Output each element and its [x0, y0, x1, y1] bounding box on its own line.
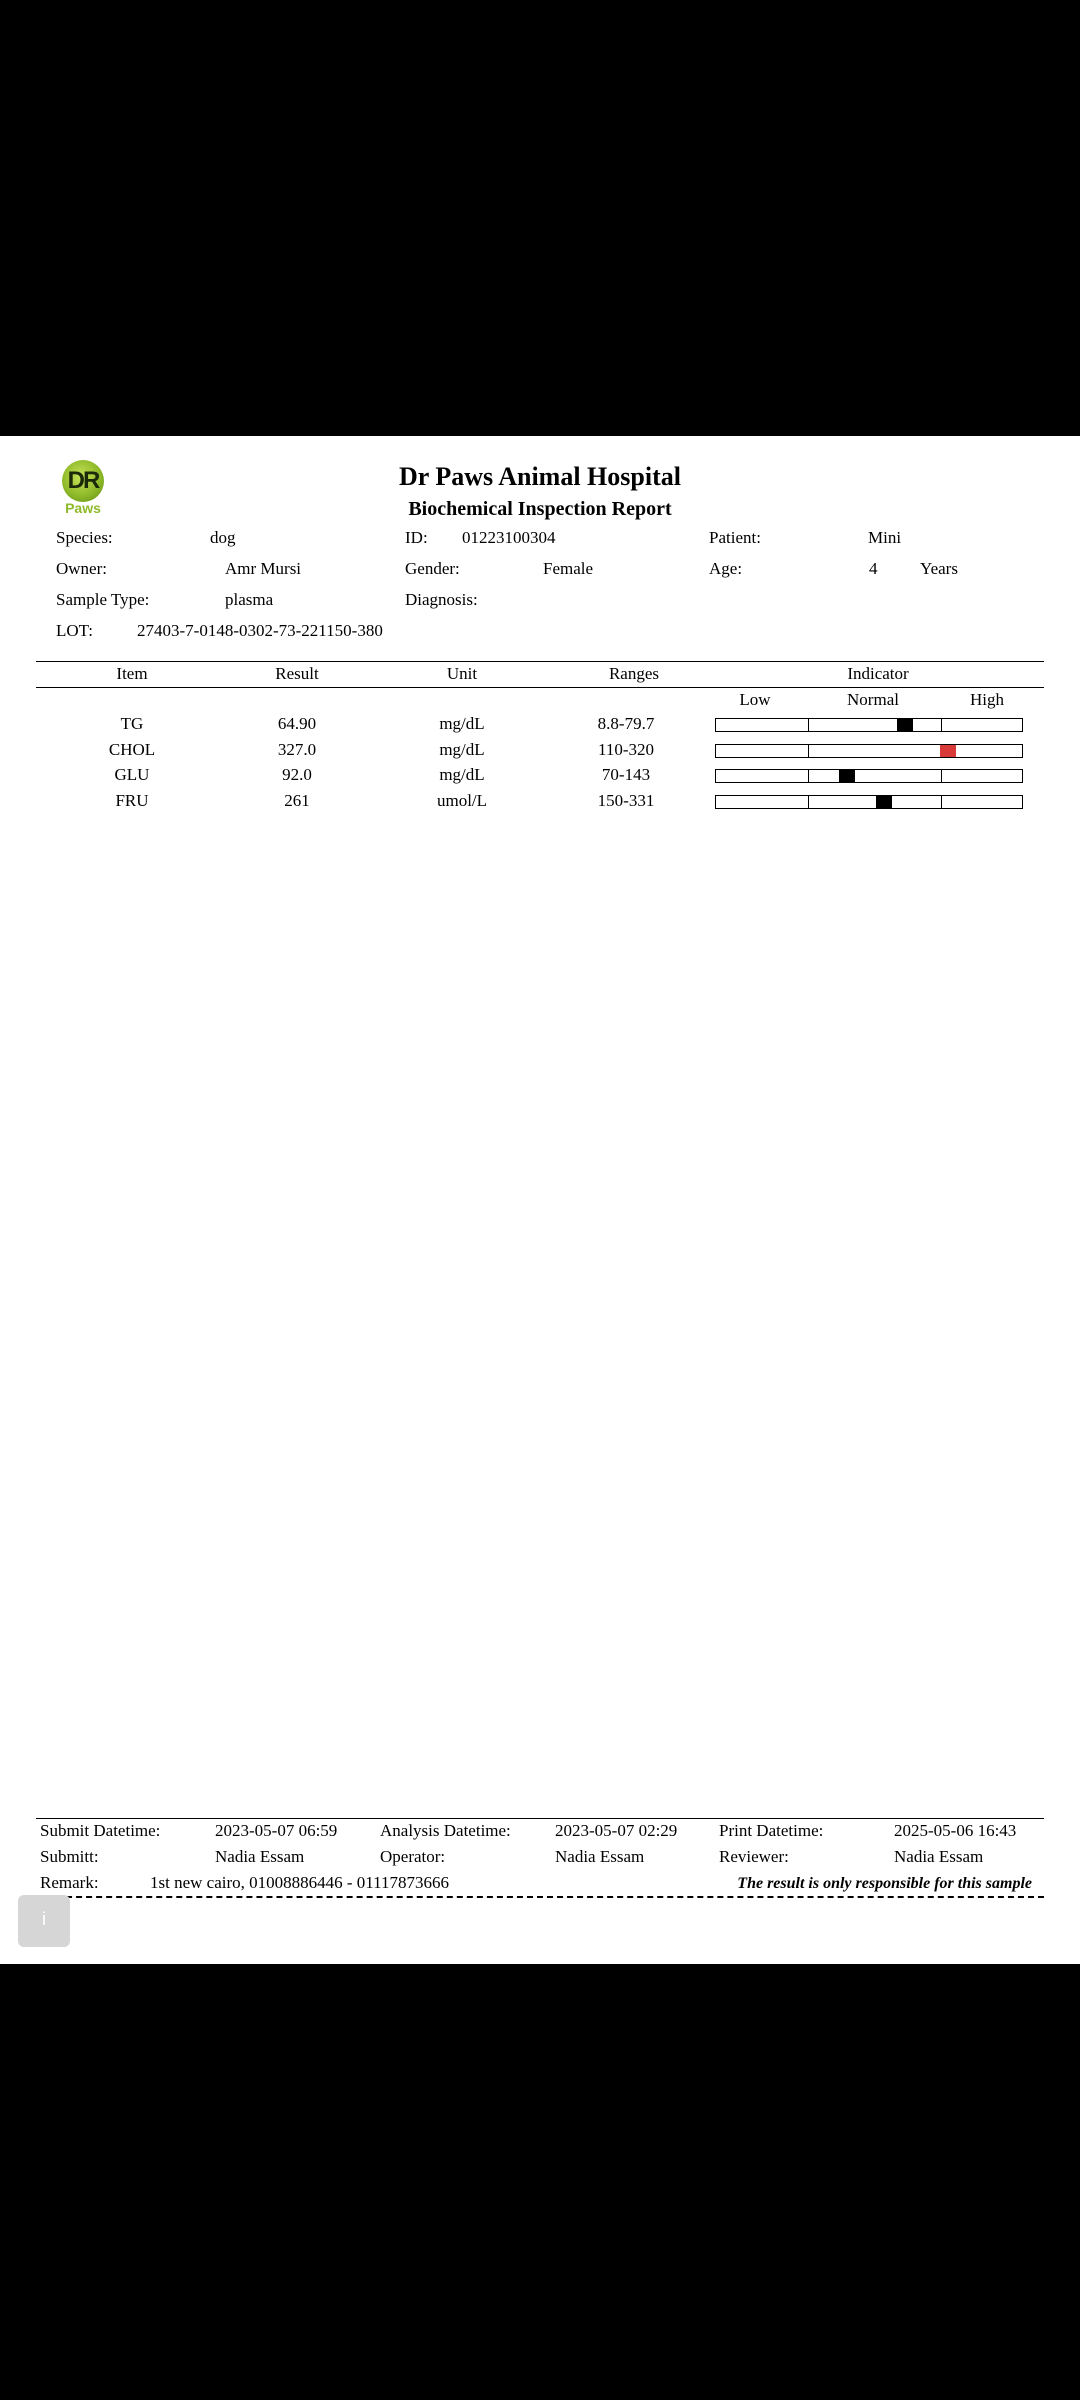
indicator-marker	[940, 745, 956, 757]
remark-value: 1st new cairo, 01008886446 - 01117873666	[150, 1873, 450, 1892]
age-value: 4	[869, 559, 878, 578]
reviewer-value: Nadia Essam	[894, 1847, 984, 1866]
indicator-marker	[839, 770, 855, 782]
operator-value: Nadia Essam	[555, 1847, 645, 1866]
result-value: 327.0	[277, 740, 317, 759]
gender-value: Female	[543, 559, 594, 578]
indicator-divider	[941, 770, 942, 782]
item-name: CHOL	[108, 740, 156, 759]
submit-datetime-label: Submit Datetime:	[40, 1821, 161, 1840]
indicator-high-label: High	[970, 690, 1004, 709]
analysis-datetime-value: 2023-05-07 02:29	[555, 1821, 678, 1840]
unit-value: mg/dL	[439, 714, 485, 733]
species-value: dog	[210, 528, 236, 547]
indicator-divider	[808, 796, 809, 808]
indicator-bar	[715, 769, 1023, 783]
result-value: 64.90	[277, 714, 317, 733]
operator-label: Operator:	[380, 1847, 446, 1866]
analysis-datetime-label: Analysis Datetime:	[380, 1821, 511, 1840]
item-name: FRU	[115, 791, 149, 810]
owner-value: Amr Mursi	[225, 559, 302, 578]
age-unit: Years	[920, 559, 958, 578]
unit-value: mg/dL	[439, 765, 485, 784]
id-label: ID:	[405, 528, 428, 547]
patient-value: Mini	[868, 528, 902, 547]
reviewer-label: Reviewer:	[719, 1847, 789, 1866]
indicator-divider	[941, 796, 942, 808]
indicator-divider	[941, 719, 942, 731]
indicator-bar	[715, 795, 1023, 809]
sample-type-label: Sample Type:	[56, 590, 150, 609]
range-value: 110-320	[597, 740, 655, 759]
item-name: TG	[120, 714, 144, 733]
species-label: Species:	[56, 528, 113, 547]
remark-label: Remark:	[40, 1873, 99, 1892]
indicator-marker	[897, 719, 913, 731]
indicator-bar	[715, 744, 1023, 758]
col-header-result: Result	[275, 664, 319, 683]
col-header-item: Item	[116, 664, 148, 683]
sample-type-value: plasma	[225, 590, 274, 609]
table-header-rule	[36, 687, 1044, 688]
range-value: 150-331	[597, 791, 655, 810]
hospital-logo: DR Paws	[60, 460, 106, 516]
indicator-divider	[808, 770, 809, 782]
patient-label: Patient:	[709, 528, 761, 547]
table-top-rule	[36, 661, 1044, 662]
range-value: 70-143	[601, 765, 651, 784]
result-value: 261	[284, 791, 310, 810]
indicator-divider	[808, 719, 809, 731]
gender-label: Gender:	[405, 559, 460, 578]
owner-label: Owner:	[56, 559, 107, 578]
col-header-ranges: Ranges	[608, 664, 660, 683]
id-value: 01223100304	[462, 528, 556, 547]
print-datetime-label: Print Datetime:	[719, 1821, 824, 1840]
result-value: 92.0	[282, 765, 312, 784]
indicator-bar	[715, 718, 1023, 732]
submitter-value: Nadia Essam	[215, 1847, 305, 1866]
diagnosis-label: Diagnosis:	[405, 590, 478, 609]
item-name: GLU	[114, 765, 150, 784]
submit-datetime-value: 2023-05-07 06:59	[215, 1821, 338, 1840]
indicator-divider	[808, 745, 809, 757]
range-value: 8.8-79.7	[597, 714, 655, 733]
lot-label: LOT:	[56, 621, 93, 640]
indicator-normal-label: Normal	[847, 690, 899, 709]
floating-info-button[interactable]	[18, 1895, 70, 1947]
report-title: Biochemical Inspection Report	[408, 498, 672, 520]
col-header-indicator: Indicator	[847, 664, 909, 683]
footer-dashed-rule	[36, 1896, 1044, 1898]
footer-rule	[36, 1818, 1044, 1819]
age-label: Age:	[709, 559, 743, 578]
indicator-marker	[876, 796, 892, 808]
sample-responsibility-note: The result is only responsible for this sample	[737, 1875, 1032, 1892]
hospital-name: Dr Paws Animal Hospital	[399, 462, 681, 491]
unit-value: mg/dL	[439, 740, 485, 759]
info-icon: i	[42, 1909, 46, 1929]
print-datetime-value: 2025-05-06 16:43	[894, 1821, 1017, 1840]
indicator-low-label: Low	[739, 690, 771, 709]
report-page	[0, 436, 1080, 1964]
col-header-unit: Unit	[446, 664, 478, 683]
lot-value: 27403-7-0148-0302-73-221150-380	[137, 621, 383, 640]
unit-value: umol/L	[436, 791, 488, 810]
submitter-label: Submitt:	[40, 1847, 99, 1866]
